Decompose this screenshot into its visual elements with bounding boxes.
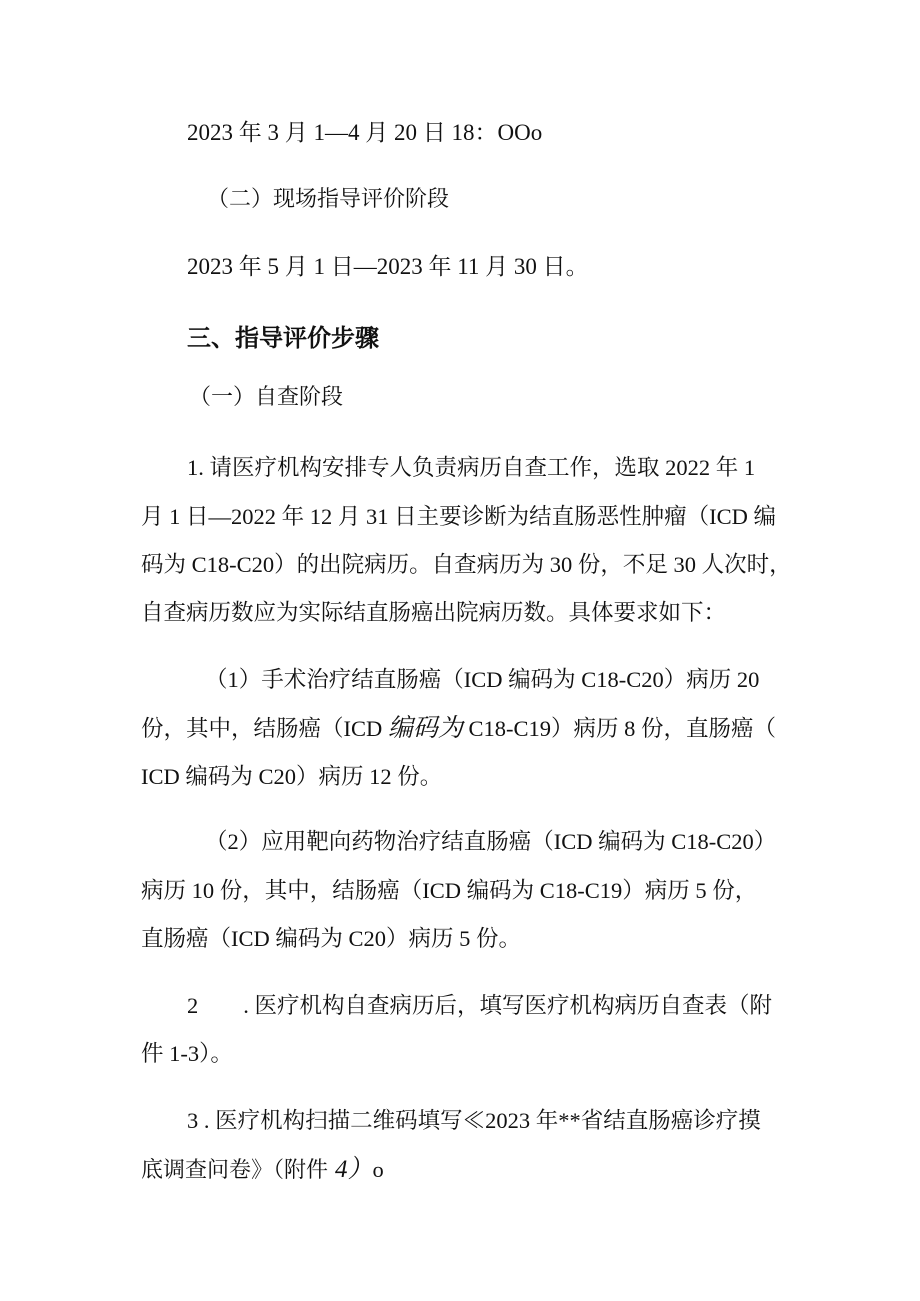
requirement1-line-1: （1）手术治疗结直肠癌（ICD 编码为 C18-C20）病历 20 xyxy=(205,667,760,692)
item3-line-1: 3 . 医疗机构扫描二维码填写≪2023 年**省结直肠癌诊疗摸 xyxy=(187,1108,761,1133)
item1-line-4: 自查病历数应为实际结直肠癌出院病历数。具体要求如下： xyxy=(141,600,727,625)
item1-line-3: 码为 C18-C20）的出院病历。自查病历为 30 份，不足 30 人次时， xyxy=(141,552,792,577)
item3-text-a: 底调查问卷》（附件 xyxy=(141,1158,335,1183)
requirement1-line-3: ICD 编码为 C20）病历 12 份。 xyxy=(141,764,443,789)
subheading-onsite-stage: （二）现场指导评价阶段 xyxy=(207,187,450,212)
item1-line-1: 1. 请医疗机构安排专人负责病历自查工作，选取 2022 年 1 xyxy=(187,455,756,480)
requirement1-text-c: C18-C19）病历 8 份，直肠癌（ xyxy=(462,716,777,741)
requirement1-line-2 xyxy=(141,714,776,744)
item3-line-2 xyxy=(141,1155,384,1186)
item2-line-2: 件 1-3）。 xyxy=(141,1041,233,1066)
section-heading-steps: 三、指导评价步骤 xyxy=(187,324,379,352)
date-range-paragraph: 2023 年 3 月 1—4 月 20 日 18：OOo xyxy=(187,120,543,145)
requirement1-text-a: 份，其中，结肠癌（ICD xyxy=(141,716,388,741)
item1-line-2: 月 1 日—2022 年 12 月 31 日主要诊断为结直肠恶性肿瘤（ICD 编 xyxy=(141,504,776,529)
requirement2-line-3: 直肠癌（ICD 编码为 C20）病历 5 份。 xyxy=(141,926,522,951)
subheading-self-check: （一）自查阶段 xyxy=(189,385,344,410)
requirement2-line-1: （2）应用靶向药物治疗结直肠癌（ICD 编码为 C18-C20） xyxy=(205,829,777,854)
item3-text-c: o xyxy=(372,1157,384,1182)
item3-italic-text: 4） xyxy=(335,1156,373,1183)
requirement2-line-2: 病历 10 份，其中，结肠癌（ICD 编码为 C18-C19）病历 5 份， xyxy=(141,878,758,903)
item2-line-1: 2 . 医疗机构自查病历后，填写医疗机构病历自查表（附 xyxy=(187,993,773,1018)
onsite-date-paragraph: 2023 年 5 月 1 日—2023 年 11 月 30 日。 xyxy=(187,254,589,279)
requirement1-italic-text: 编码为 xyxy=(387,715,463,742)
